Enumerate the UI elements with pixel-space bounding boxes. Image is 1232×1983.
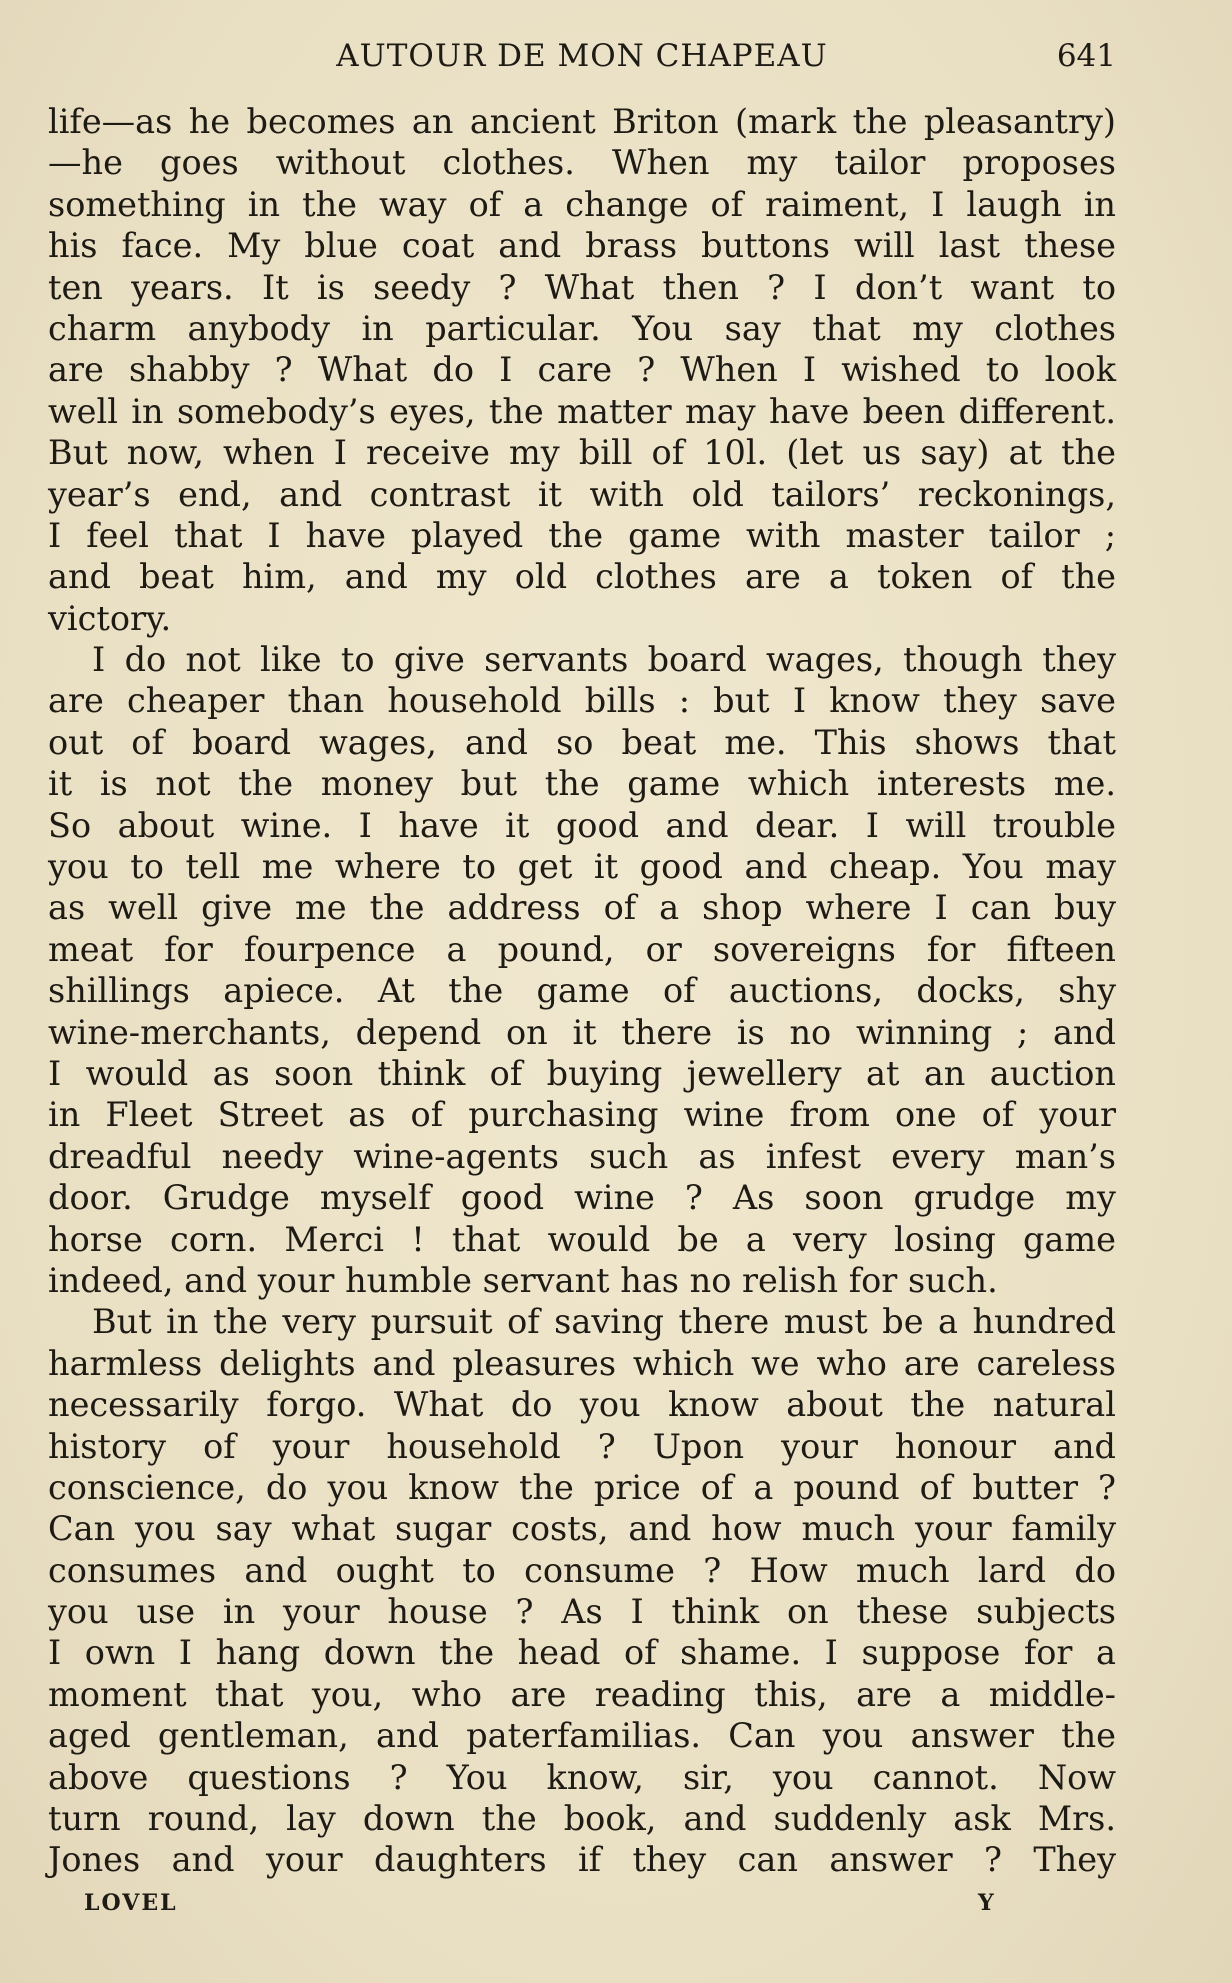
text-line: shillings apiece. At the game of auctions, docks, shy (48, 971, 1116, 1011)
text-line: So about wine. I have it good and dear. I will trouble (48, 805, 1116, 845)
text-line: out of board wages, and so beat me. This shows that (48, 722, 1116, 762)
text-line: wine-merchants, depend on it there is no winning ; and (48, 1012, 1116, 1052)
text-line: necessarily forgo. What do you know about the natural (48, 1385, 1116, 1425)
text-line: as well give me the address of a shop where I can buy (48, 888, 1116, 928)
signature-mark-left: LOVEL (84, 1890, 178, 1916)
paragraph-3 (48, 1301, 1116, 1880)
text-line: I do not like to give servants board wages, though they (92, 640, 1116, 680)
text-line: charm anybody in particular. You say that my clothes (48, 308, 1116, 348)
text-line: are cheaper than household bills : but I know they save (48, 681, 1116, 721)
text-line: I own I hang down the head of shame. I suppose for a (48, 1633, 1116, 1673)
page-number: 641 (1056, 38, 1116, 74)
text-line: I feel that I have played the game with master tailor ; (48, 515, 1116, 555)
signature-mark-right: Y (978, 1890, 996, 1916)
text-line: dreadful needy wine-agents such as infest every man’s (48, 1136, 1116, 1176)
text-line: in Fleet Street as of purchasing wine from one of your (48, 1095, 1116, 1135)
text-line: conscience, do you know the price of a pound of butter ? (48, 1467, 1116, 1507)
text-line: and beat him, and my old clothes are a token of the (48, 557, 1116, 597)
text-line: his face. My blue coat and brass buttons will last these (48, 226, 1116, 266)
text-line: Can you say what sugar costs, and how much your family (48, 1509, 1116, 1549)
text-line: history of your household ? Upon your honour and (48, 1426, 1116, 1466)
text-line: moment that you, who are reading this, are a middle- (48, 1674, 1116, 1714)
text-line: Jones and your daughters if they can answer ? They (48, 1840, 1116, 1880)
text-line: indeed, and your humble servant has no relish for such. (48, 1260, 998, 1300)
text-line: year’s end, and contrast it with old tailors’ reckonings, (48, 474, 1116, 514)
text-line: it is not the money but the game which interests me. (48, 764, 1116, 804)
text-line: consumes and ought to consume ? How much lard do (48, 1550, 1116, 1590)
text-line: above questions ? You know, sir, you cannot. Now (48, 1757, 1116, 1797)
running-head (48, 38, 1116, 86)
text-line: But in the very pursuit of saving there must be a hundred (92, 1302, 1116, 1342)
text-line: But now, when I receive my bill of 10l. (let us say) at the (48, 433, 1116, 473)
text-line: life—as he becomes an ancient Briton (mark the pleasantry) (48, 102, 1116, 141)
text-line: victory. (48, 598, 172, 638)
text-line: horse corn. Merci ! that would be a very losing game (48, 1219, 1116, 1259)
text-line: I would as soon think of buying jewellery at an auction (48, 1053, 1116, 1093)
paragraph-1 (48, 101, 1116, 639)
running-title: AUTOUR DE MON CHAPEAU (336, 38, 828, 74)
text-line: you to tell me where to get it good and cheap. You may (48, 847, 1116, 887)
text-line: door. Grudge myself good wine ? As soon grudge my (48, 1178, 1116, 1218)
body-text (48, 101, 1116, 1881)
page-footer (48, 1890, 1116, 1930)
paragraph-2 (48, 639, 1116, 1301)
text-line: something in the way of a change of raiment, I laugh in (48, 184, 1116, 224)
text-line: are shabby ? What do I care ? When I wished to look (48, 350, 1116, 390)
text-line: you use in your house ? As I think on these subjects (48, 1592, 1116, 1632)
text-line: harmless delights and pleasures which we who are careless (48, 1343, 1116, 1383)
text-line: well in somebody’s eyes, the matter may have been different. (48, 391, 1116, 431)
text-line: meat for fourpence a pound, or sovereigns for fifteen (48, 929, 1116, 969)
text-line: aged gentleman, and paterfamilias. Can you answer the (48, 1716, 1116, 1756)
text-line: —he goes without clothes. When my tailor proposes (48, 143, 1116, 183)
text-line: turn round, lay down the book, and suddenly ask Mrs. (48, 1799, 1116, 1839)
text-line: ten years. It is seedy ? What then ? I don’t want to (48, 267, 1116, 307)
